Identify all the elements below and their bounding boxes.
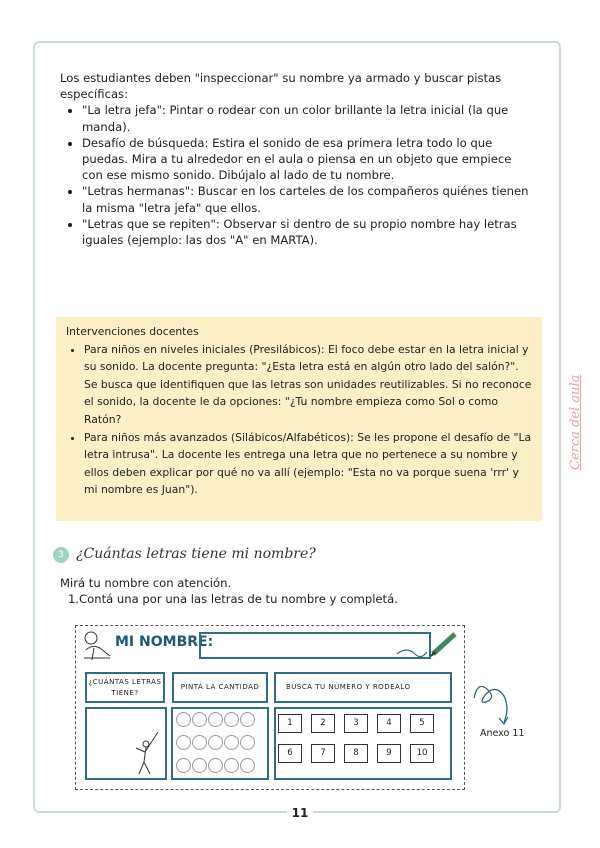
instruction-text: Mirá tu nombre con atención.	[60, 576, 232, 590]
number-cell[interactable]: 4	[377, 714, 401, 733]
number-cell[interactable]: 7	[311, 744, 335, 763]
paint-circle[interactable]	[224, 735, 239, 750]
number-cell[interactable]: 1	[278, 714, 302, 733]
stick-figure-icon	[130, 728, 166, 778]
number-cell[interactable]: 2	[311, 714, 335, 733]
paint-circle[interactable]	[192, 758, 207, 773]
paint-circle[interactable]	[224, 758, 239, 773]
paint-circle[interactable]	[240, 758, 255, 773]
number-cell[interactable]: 3	[344, 714, 368, 733]
paint-circle[interactable]	[192, 735, 207, 750]
teacher-note	[56, 317, 542, 521]
note-title: Intervenciones docentes	[66, 325, 199, 338]
intro-item: • "Letras que se repiten": Observar si dentro de su propio nombre hay letras iguales (ejemplo: las dos "A" en MARTA).	[82, 216, 530, 248]
section-number-badge: 3	[53, 547, 69, 563]
intro-item: • "Letras hermanas": Buscar en los carteles de los compañeros quiénes tienen la misma "letra jefa" que ellos.	[82, 183, 530, 215]
note-list	[66, 341, 532, 499]
section-title: ¿Cuántas letras tiene mi nombre?	[76, 546, 316, 562]
find-number-header: BUSCA TU NÚMERO Y RODEALO	[274, 672, 452, 703]
paint-circle[interactable]	[224, 712, 239, 727]
paint-circle[interactable]	[176, 735, 191, 750]
side-brand-text: Cerca del aula	[568, 374, 583, 470]
paint-circle[interactable]	[240, 735, 255, 750]
number-cell[interactable]: 6	[278, 744, 302, 763]
paint-circle[interactable]	[208, 735, 223, 750]
page-number: 11	[287, 803, 313, 823]
annex-label: Anexo 11	[480, 728, 525, 739]
intro-section	[60, 70, 530, 248]
curly-arrow-icon	[470, 678, 520, 728]
child-writing-icon	[80, 628, 114, 662]
intro-list	[60, 102, 530, 248]
instructions	[60, 575, 398, 607]
paint-circle[interactable]	[192, 712, 207, 727]
name-heading: MI NOMBRE:	[115, 634, 214, 650]
count-header: ¿CUÁNTAS LETRAS TIENE?	[85, 672, 165, 703]
paint-header: PINTÁ LA CANTIDAD	[172, 672, 268, 703]
paint-circle[interactable]	[208, 758, 223, 773]
number-cell[interactable]: 5	[410, 714, 434, 733]
note-item: • Para niños más avanzados (Silábicos/Alfabéticos): Se les propone el desafío de "La letra intrusa". La docente les entrega una letra que no pertenece a su nombre y ellos deben explicar por qué no va allí (ejemplo: "Esta no va porque suena 'rrr' y mi nombre es Juan").	[84, 429, 532, 499]
number-cell[interactable]: 9	[377, 744, 401, 763]
intro-item: • Desafío de búsqueda: Estira el sonido de esa primera letra todo lo que puedas. Mira a tu alrededor en el aula o piensa en un objeto que empiece con ese mismo sonido. Dibújalo al lado de tu nombre.	[82, 135, 530, 184]
number-cell[interactable]: 8	[344, 744, 368, 763]
pencil-icon	[395, 632, 463, 662]
intro-item: • "La letra jefa": Pintar o rodear con un color brillante la letra inicial (la que manda).	[82, 102, 530, 134]
paint-circle[interactable]	[208, 712, 223, 727]
intro-lead: Los estudiantes deben "inspeccionar" su nombre ya armado y buscar pistas específicas:	[60, 71, 502, 102]
paint-circle[interactable]	[240, 712, 255, 727]
note-item: • Para niños en niveles iniciales (Presilábicos): El foco debe estar en la letra inicial y su sonido. La docente pregunta: "¿Esta letra está en algún otro lado del salón?". Se busca que identifiquen que las letras son unidades reutilizables. Si no reconoce el sonido, la docente le da opciones: "¿Tu nombre empieza como Sol o como Ratón?	[84, 341, 532, 429]
instruction-step: 1.Contá una por una las letras de tu nombre y completá.	[68, 592, 398, 606]
paint-circle[interactable]	[176, 758, 191, 773]
paint-circle[interactable]	[176, 712, 191, 727]
number-cell[interactable]: 10	[410, 744, 434, 763]
